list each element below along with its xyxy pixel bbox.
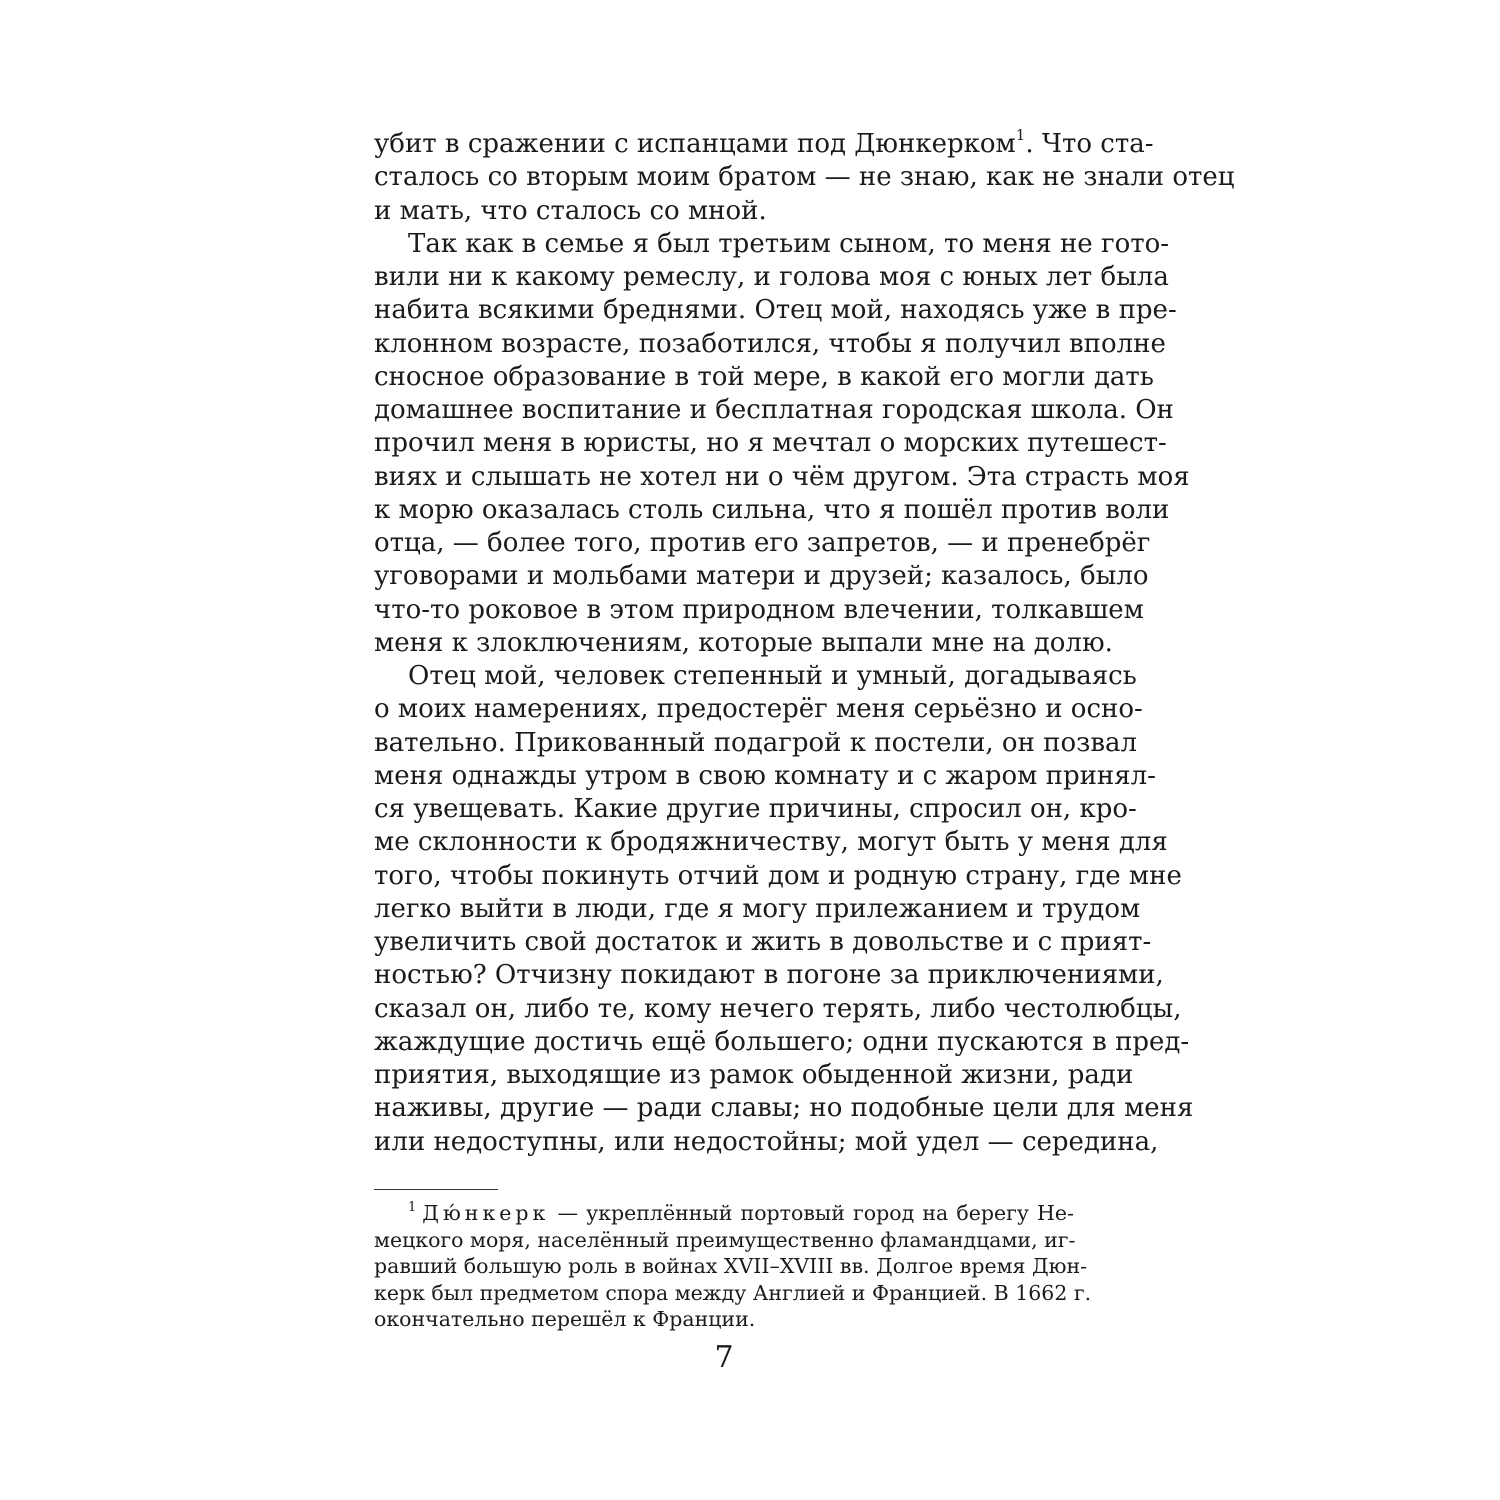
text-line: Отец мой, человек степенный и умный, догадываясь — [408, 661, 1137, 691]
text-line: убит в сражении с испанцами под Дюнкерком$^1$. Что ста- — [374, 126, 1154, 159]
text-line: вили ни к какому ремеслу, и голова моя с юных лет была — [374, 262, 1169, 292]
text-line: прочил меня в юристы, но я мечтал о морских путешест- — [374, 428, 1167, 459]
footnote-line: $^1$ Дю́нкерк — укреплённый портовый город на берегу Не- — [408, 1200, 1074, 1225]
footnote-line: мецкого моря, населённый преимущественно фламандцами, иг- — [374, 1227, 1076, 1252]
text-line: что-то роковое в этом природном влечении, толкавшем — [374, 594, 1144, 625]
text-line: о моих намерениях, предостерёг меня серьёзно и осно- — [374, 694, 1143, 725]
text-line: или недоступны, или недостойны; мой удел — середина, — [374, 1126, 1159, 1157]
footnote-term: Дю́нкерк — [422, 1201, 550, 1225]
footnote-marker: 1 — [408, 1200, 417, 1215]
text-line: Так как в семье я был третьим сыном, то меня не гото- — [408, 228, 1170, 259]
text-line: сталось со вторым моим братом — не знаю, как не знали отец — [374, 162, 1235, 193]
text-line: меня однажды утром в свою комнату и с жаром принял- — [374, 760, 1156, 791]
text-line: меня к злоключениям, которые выпали мне на долю. — [374, 627, 1113, 658]
book-page — [374, 126, 1235, 1388]
text-line: приятия, выходящие из рамок обыденной жизни, ради — [374, 1060, 1134, 1090]
footnote-ref: 1 — [1015, 126, 1026, 144]
text-line: клонном возрасте, позаботился, чтобы я получил вполне — [374, 328, 1166, 359]
text-line: легко выйти в люди, где я могу прилежанием и трудом — [374, 893, 1141, 924]
text-line: набита всякими бреднями. Отец мой, находясь уже в пре- — [374, 295, 1177, 326]
text-line: к морю оказалась столь сильна, что я пошёл против воли — [374, 494, 1170, 525]
text-line: ностью? Отчизну покидают в погоне за приключениями, — [374, 960, 1164, 991]
text-line: домашнее воспитание и бесплатная городская школа. Он — [374, 395, 1174, 425]
text-line: ся увещевать. Какие другие причины, спросил он, кро- — [374, 794, 1137, 824]
page-number: 7 — [714, 1340, 734, 1375]
text-line: и мать, что сталось со мной. — [374, 195, 767, 226]
footnote-line: окончательно перешёл к Франции. — [374, 1307, 756, 1332]
footnote-divider — [374, 1189, 498, 1190]
text-line: вательно. Прикованный подагрой к постели, он позвал — [374, 727, 1138, 758]
text-line: уговорами и мольбами матери и друзей; казалось, было — [374, 561, 1149, 592]
text-line: отца, — более того, против его запретов, — и пренебрёг — [374, 528, 1151, 558]
text-line: жаждущие достичь ещё большего; одни пускаются в пред- — [374, 1026, 1190, 1057]
footnote-line: керк был предметом спора между Англией и Францией. В 1662 г. — [374, 1280, 1092, 1305]
text-line: того, чтобы покинуть отчий дом и родную страну, где мне — [374, 860, 1182, 891]
text-line: наживы, другие — ради славы; но подобные цели для меня — [374, 1093, 1194, 1124]
text-line: увеличить свой достаток и жить в довольстве и с прият- — [374, 927, 1152, 957]
text-line: сносное образование в той мере, в какой его могли дать — [374, 361, 1154, 392]
text-line: виях и слышать не хотел ни о чём другом. Эта страсть моя — [374, 461, 1190, 492]
footnote-line: равший большую роль в войнах XVII–XVIII вв. Долгое время Дюн- — [374, 1254, 1088, 1279]
text-line: сказал он, либо те, кому нечего терять, либо честолюбцы, — [374, 993, 1182, 1024]
text-line: ме склонности к бродяжничеству, могут быть у меня для — [374, 827, 1168, 858]
